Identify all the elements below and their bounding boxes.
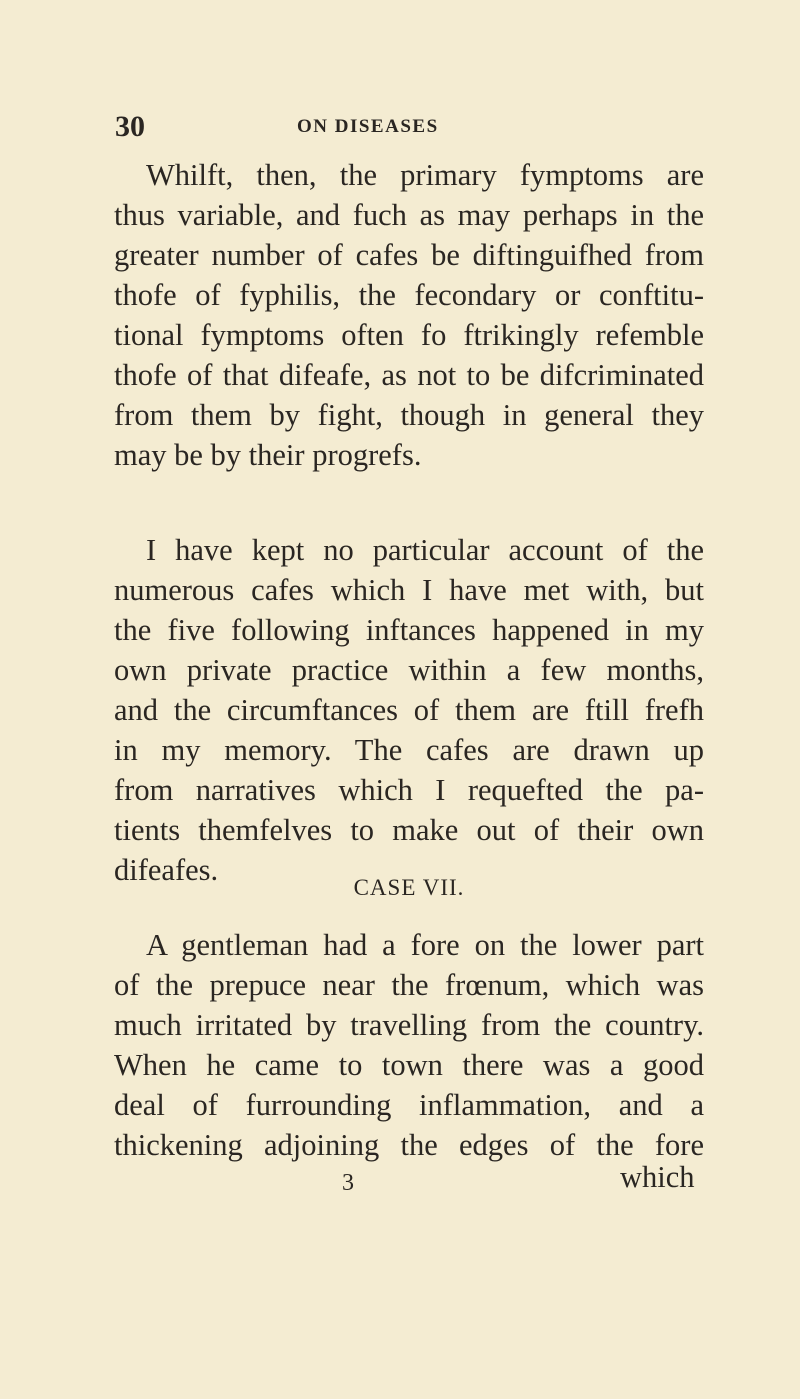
text-line: much irritated by travelling from the country. [114, 1008, 704, 1042]
text-line: thofe of fyphilis, the fecondary or conftitu- [114, 278, 704, 312]
text-line: from them by fight, though in general they [114, 398, 704, 432]
text-line: thofe of that difeafe, as not to be difcriminated [114, 358, 704, 392]
text-line: may be by their progrefs. [114, 438, 422, 472]
text-line: A gentleman had a fore on the lower part [146, 928, 704, 962]
text-line: Whilft, then, the primary fymptoms are [146, 158, 704, 192]
text-line: own private practice within a few months, [114, 653, 704, 687]
text-line: numerous cafes which I have met with, but [114, 573, 704, 607]
text-line: from narratives which I requefted the pa- [114, 773, 704, 807]
signature-mark: 3 [342, 1170, 354, 1196]
text-line: thus variable, and fuch as may perhaps in the [114, 198, 704, 232]
page-number: 30 [115, 110, 145, 143]
text-line-difeafes: difeafes. [114, 853, 219, 887]
text-line: in my memory. The cafes are drawn up [114, 733, 704, 767]
case-heading: CASE VII. [353, 875, 465, 900]
text-line: deal of furrounding inflammation, and a [114, 1088, 704, 1122]
running-head [115, 110, 705, 150]
text-line: thickening adjoining the edges of the fore [114, 1128, 704, 1162]
text-line: of the prepuce near the frœnum, which was [114, 968, 704, 1002]
text-line: the five following inftances happened in my [114, 613, 704, 647]
text-line: I have kept no particular account of the [146, 533, 704, 567]
catchword: which [620, 1160, 695, 1194]
text-line: tional fymptoms often fo ftrikingly refemble [114, 318, 704, 352]
text-line: and the circumftances of them are ftill frefh [114, 693, 704, 727]
text-line: tients themfelves to make out of their own [114, 813, 704, 847]
text-line: greater number of cafes be diftinguifhed from [114, 238, 704, 272]
text-line: When he came to town there was a good [114, 1048, 704, 1082]
running-head-title: ON DISEASES [297, 116, 439, 137]
